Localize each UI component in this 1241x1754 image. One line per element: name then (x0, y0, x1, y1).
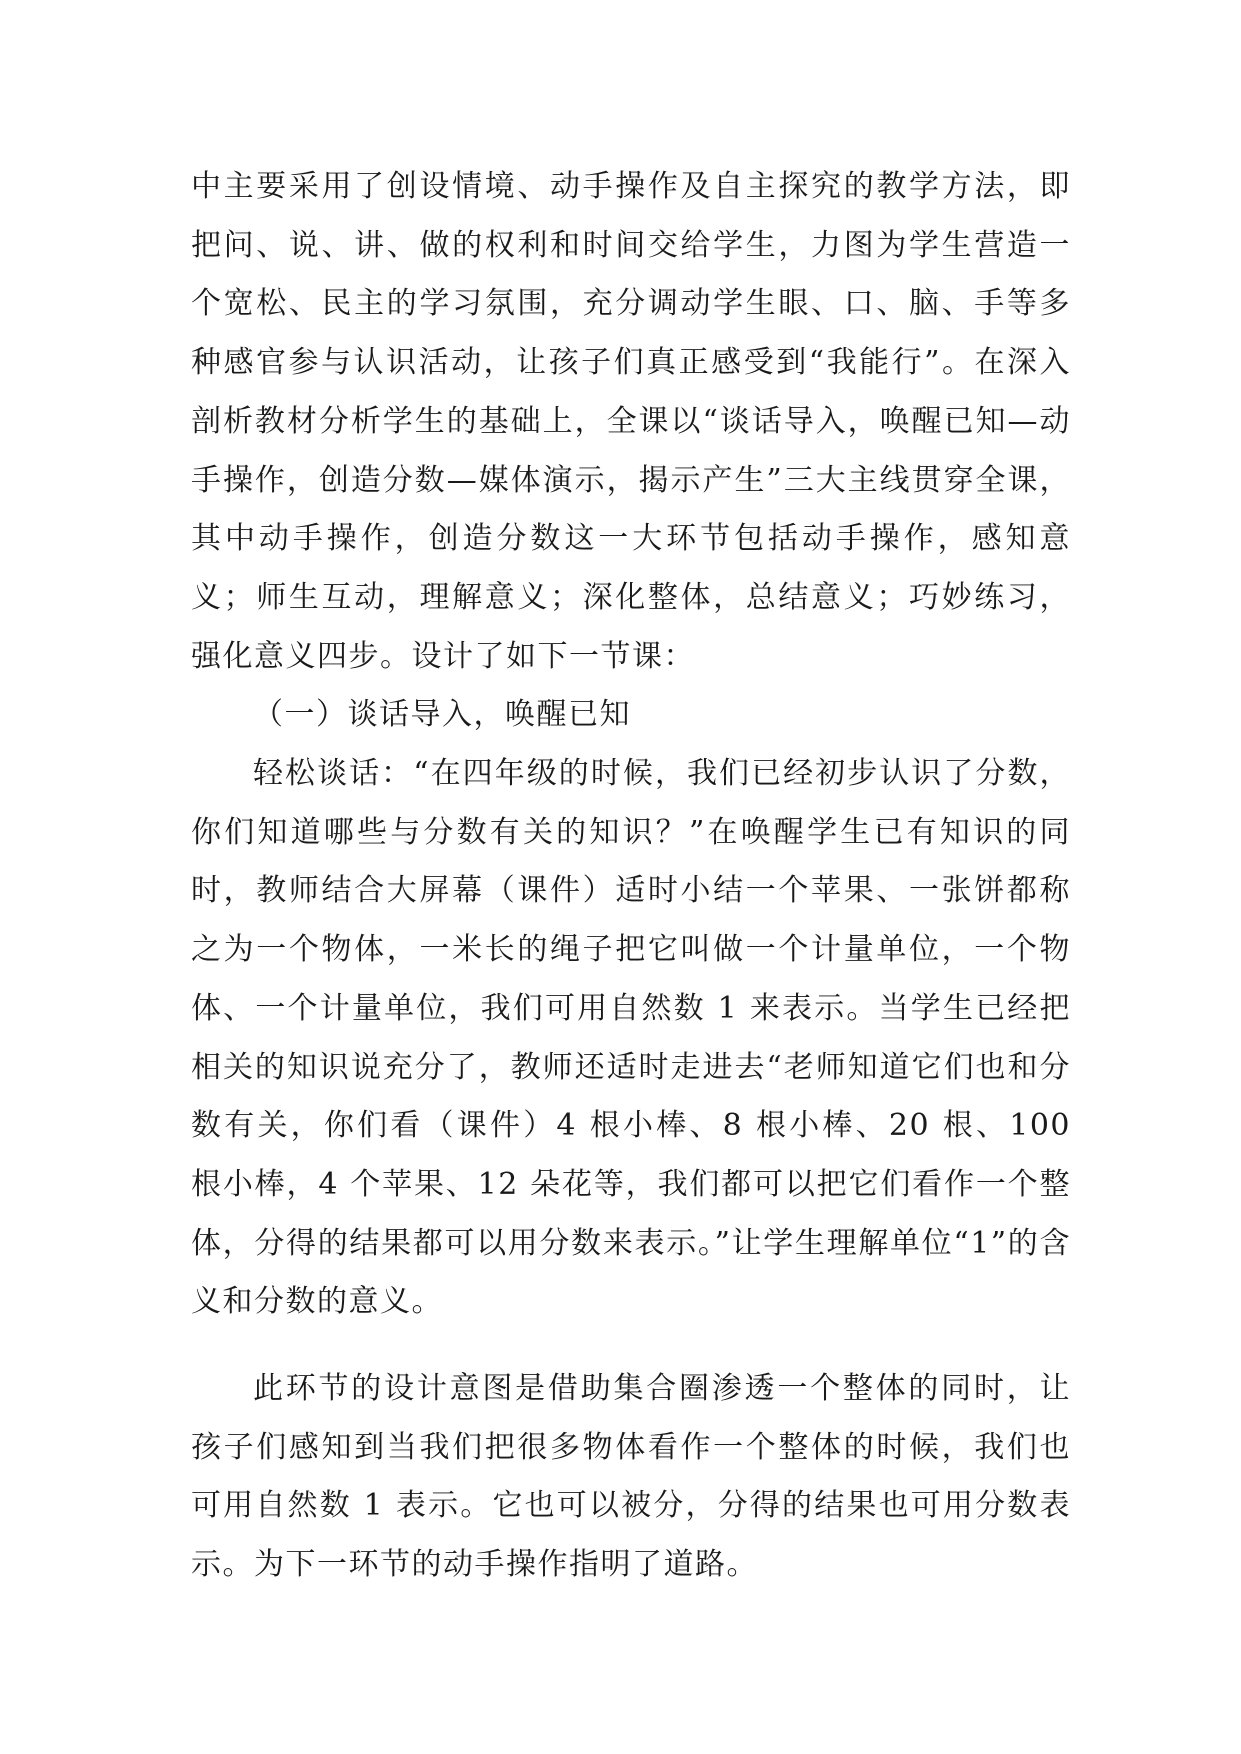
document-body (191, 158, 1071, 1595)
paragraph-design-intent: 此环节的设计意图是借助集合圈渗透一个整体的同时，让孩子们感知到当我们把很多物体看作一个整体的时候，我们也可用自然数 1 表示。它也可以被分，分得的结果也可用分数表示。为下一环节的动手操作指明了道路。 (191, 1371, 1071, 1583)
section-heading-intro: （一）谈话导入，唤醒已知 (253, 697, 631, 733)
paragraph-teaching-method: 中主要采用了创设情境、动手操作及自主探究的教学方法，即把问、说、讲、做的权利和时间交给学生，力图为学生营造一个宽松、民主的学习氛围，充分调动学生眼、口、脑、手等多种感官参与认识活动，让孩子们真正感受到“我能行”。在深入剖析教材分析学生的基础上，全课以“谈话导入，唤醒已知—动手操作，创造分数—媒体演示，揭示产生”三大主线贯穿全课，其中动手操作，创造分数这一大环节包括动手操作，感知意义；师生互动，理解意义；深化整体，总结意义；巧妙练习，强化意义四步。设计了如下一节课： (191, 169, 1071, 674)
paragraph-conversation: 轻松谈话：“在四年级的时候，我们已经初步认识了分数，你们知道哪些与分数有关的知识？”在唤醒学生已有知识的同时，教师结合大屏幕（课件）适时小结一个苹果、一张饼都称之为一个物体，一米长的绳子把它叫做一个计量单位，一个物体、一个计量单位，我们可用自然数 1 来表示。当学生已经把相关的知识说充分了，教师还适时走进去“老师知道它们也和分数有关，你们看（课件）4 根小棒、8 根小棒、20 根、100 根小棒，4 个苹果、12 朵花等，我们都可以把它们看作一个整体，分得的结果都可以用分数来表示。”让学生理解单位“1”的含义和分数的意义。 (191, 756, 1071, 1320)
